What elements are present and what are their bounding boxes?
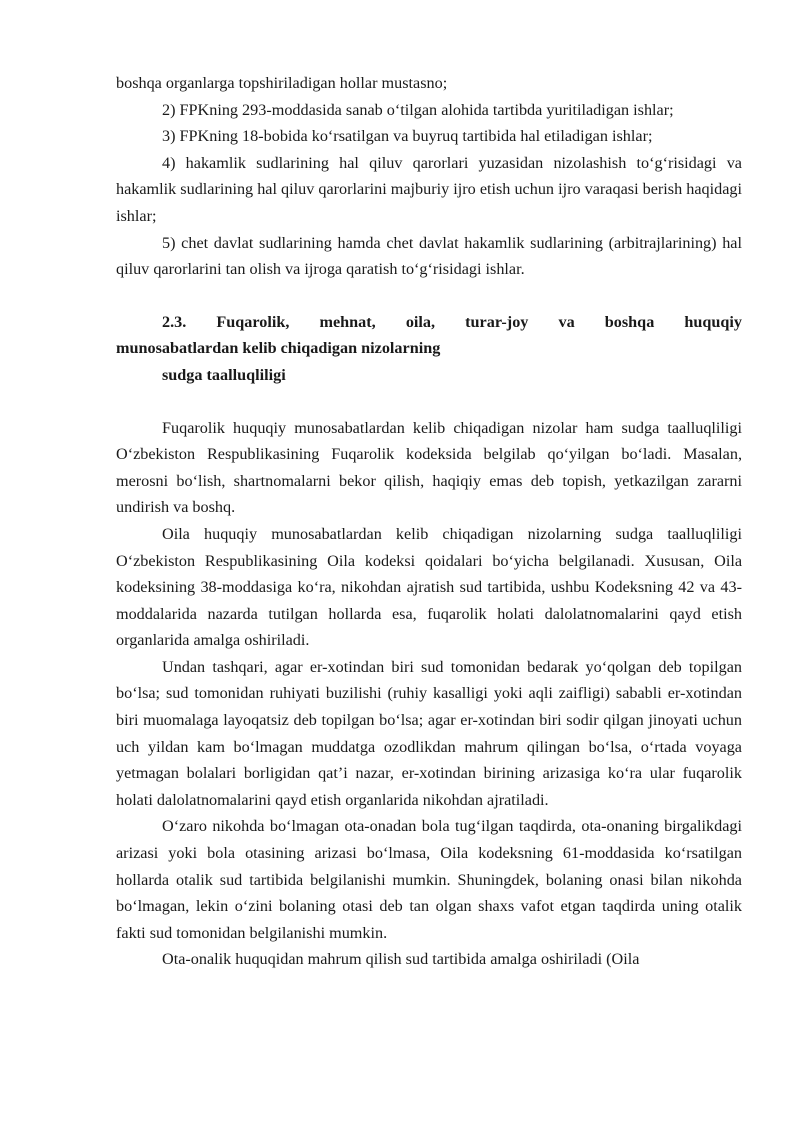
list-item-3: 3) FPKning 18-bobida ko‘rsatilgan va buyruq tartibida hal etiladigan ishlar;	[162, 127, 653, 146]
section-heading-line-3: sudga taalluqliligi	[162, 365, 286, 384]
paragraph-civil-disputes: Fuqarolik huquqiy munosabatlardan kelib chiqadigan nizolar ham sudga taalluqliligi O‘zbekiston Respublikasining Fuqarolik kodeksida belgilab qo‘yilgan bo‘ladi. Masalan, merosni bo‘lish, shartnomalarni bekor qilish, haqiqiy emas deb topish, yetkazilgan zararni undirish va boshq.	[116, 418, 742, 517]
paragraph-parental-rights: Ota-onalik huquqidan mahrum qilish sud tartibida amalga oshiriladi (Oila	[162, 950, 640, 969]
list-continuation-line: boshqa organlarga topshiriladigan hollar mustasno;	[116, 74, 448, 92]
spacer	[116, 283, 742, 309]
section-heading-line-2: munosabatlardan kelib chiqadigan nizolarning	[116, 339, 441, 358]
list-item-4: 4) hakamlik sudlarining hal qiluv qarorlari yuzasidan nizolashish to‘g‘risidagi va hakamlik sudlarining hal qiluv qarorlarini majburiy ijro etish uchun ijro varaqasi berish haqidagi ishlar;	[116, 153, 742, 225]
list-item-5: 5) chet davlat sudlarining hamda chet davlat hakamlik sudlarining (arbitrajlarining) hal qiluv qarorlarini tan olish va ijroga qaratish to‘g‘risidagi ishlar.	[116, 233, 742, 279]
list-item-2: 2) FPKning 293-moddasida sanab o‘tilgan alohida tartibda yuritiladigan ishlar;	[162, 100, 674, 119]
section-heading-line-1: 2.3. Fuqarolik, mehnat, oila, turar-joy va boshqa huquqiy	[162, 312, 742, 331]
paragraph-family-disputes: Oila huquqiy munosabatlardan kelib chiqadigan nizolarning sudga taalluqliligi O‘zbekiston Respublikasining Oila kodeksi qoidalari bo‘yicha belgilanadi. Xususan, Oila kodeksining 38-moddasiga ko‘ra, nikohdan ajratish sud tartibida, ushbu Kodeksning 42 va 43-moddalarida nazarda tutilgan hollarda esa, fuqarolik holati dalolatnomalarini qayd etish organlarida amalga oshiriladi.	[116, 524, 742, 650]
document-page	[116, 70, 742, 973]
spacer	[116, 389, 742, 415]
paragraph-divorce-cases: Undan tashqari, agar er-xotindan biri sud tomonidan bedarak yo‘qolgan deb topilgan bo‘lsa; sud tomonidan ruhiyati buzilishi (ruhiy kasalligi yoki aqli zaifligi) sababli er-xotindan biri muomalaga layoqatsiz deb topilgan bo‘lsa; agar er-xotindan biri sodir qilgan jinoyati uchun uch yildan kam bo‘lmagan muddatga ozodlikdan mahrum qilingan bo‘lsa, o‘rtada voyaga yetmagan bolalari borligidan qat’i nazar, er-xotindan birining arizasiga ko‘ra ular fuqarolik holati dalolatnomalarini qayd etish organlarida nikohdan ajratiladi.	[116, 657, 742, 809]
paragraph-paternity: O‘zaro nikohda bo‘lmagan ota-onadan bola tug‘ilgan taqdirda, ota-onaning birgalikdagi arizasi yoki bola otasining arizasi bo‘lmasa, Oila kodeksning 61-moddasida ko‘rsatilgan hollarda otalik sud tartibida belgilanishi mumkin. Shuningdek, bolaning onasi bilan nikohda bo‘lmagan, lekin o‘zini bolaning otasi deb tan olgan shaxs vafot etgan taqdirda uning otalik fakti sud tomonidan belgilanishi mumkin.	[116, 817, 742, 942]
